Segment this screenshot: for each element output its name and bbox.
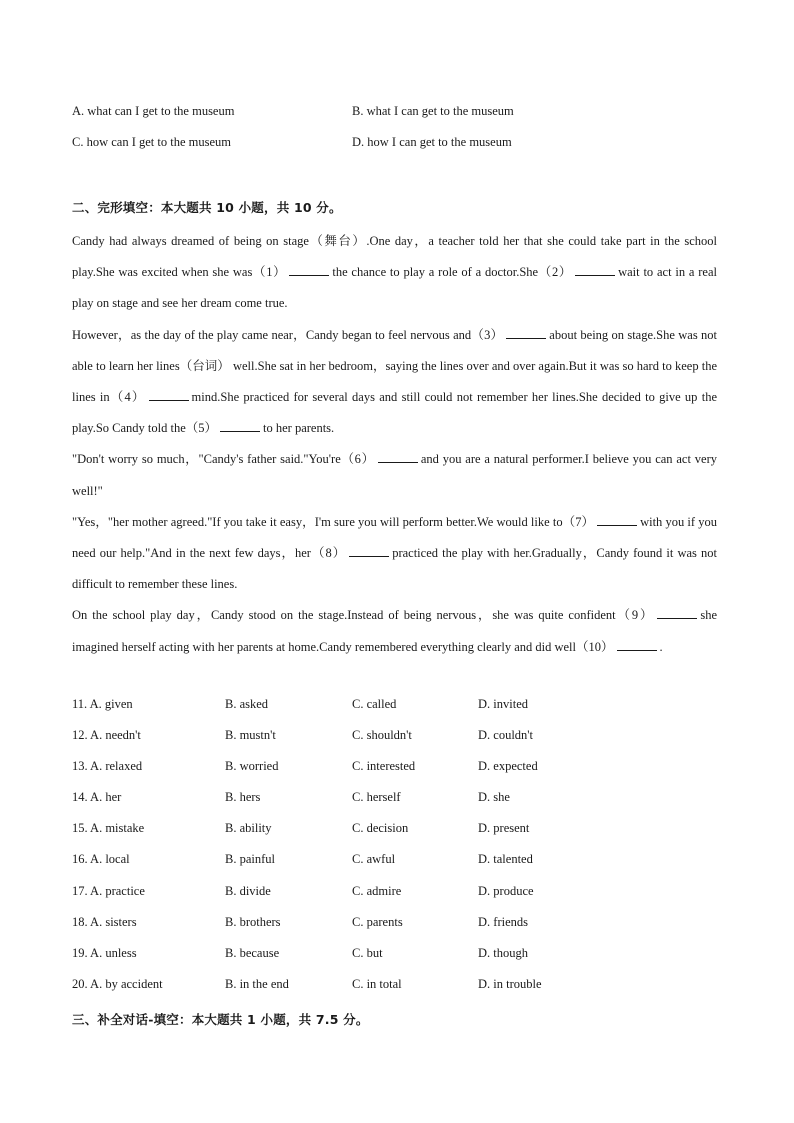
choice-b: B. painful: [225, 852, 275, 866]
option-a: A. what can I get to the museum: [72, 104, 235, 118]
choice-a: 15. A. mistake: [72, 821, 145, 835]
question-row: [72, 977, 722, 997]
choice-d: D. expected: [478, 759, 538, 773]
choice-b: B. worried: [225, 759, 279, 773]
choice-a: 17. A. practice: [72, 884, 145, 898]
blank-7: [597, 514, 637, 526]
choice-d: D. produce: [478, 884, 534, 898]
question-row: [72, 915, 722, 935]
blank-9: [657, 607, 697, 619]
choice-c: C. called: [352, 697, 397, 711]
passage-text: .: [659, 639, 663, 654]
passage-text: practiced the play with her.Gradually，Candy found it was not difficult to remember these lines.: [72, 546, 717, 592]
choice-c: C. but: [352, 946, 383, 960]
passage-text: However，as the day of the play came near，Candy began to feel nervous and（3）: [72, 327, 504, 342]
choice-b: B. mustn't: [225, 728, 276, 742]
question-row: [72, 821, 722, 841]
choice-b: B. because: [225, 946, 280, 960]
choice-d: D. present: [478, 821, 530, 835]
choice-a: 12. A. needn't: [72, 728, 141, 742]
question-row: [72, 790, 722, 810]
choice-c: C. in total: [352, 977, 402, 991]
passage-text: wait to act in a real play on stage and see her dream come true.: [72, 265, 717, 311]
choice-d: D. in trouble: [478, 977, 542, 991]
choice-d: D. invited: [478, 697, 528, 711]
blank-2: [575, 264, 615, 276]
question-row: [72, 852, 722, 872]
passage-text: she imagined herself acting with her parents at home.Candy remembered everything clearly and did well（10）: [72, 608, 717, 654]
choice-a: 13. A. relaxed: [72, 759, 143, 773]
passage-text: Candy had always dreamed of being on stage（舞台）.One day，a teacher told her that she could take part in the school play.She was excited when she was（1）: [72, 234, 717, 280]
passage-text: "Yes，"her mother agreed."If you take it easy，I'm sure you will perform better.We would like to（7）: [72, 514, 595, 529]
choice-b: B. divide: [225, 884, 271, 898]
choice-a: 18. A. sisters: [72, 915, 137, 929]
passage-paragraph: [72, 226, 717, 320]
choice-d: D. friends: [478, 915, 528, 929]
passage-text: the chance to play a role of a doctor.She（2）: [332, 265, 573, 280]
q10-options-row: [72, 135, 722, 155]
blank-5: [220, 420, 260, 432]
passage-paragraph: [72, 507, 717, 601]
choice-c: C. decision: [352, 821, 409, 835]
choice-b: B. ability: [225, 821, 272, 835]
blank-10: [617, 639, 657, 651]
passage-text: On the school play day，Candy stood on the stage.Instead of being nervous，she was quite confident（9）: [72, 608, 655, 623]
choice-a: 14. A. her: [72, 790, 122, 804]
choice-b: B. asked: [225, 697, 269, 711]
choice-a: 19. A. unless: [72, 946, 137, 960]
passage-text: "Don't worry so much，"Candy's father said."You're（6）: [72, 452, 375, 467]
choice-a: 11. A. given: [72, 697, 133, 711]
choice-a: 20. A. by accident: [72, 977, 163, 991]
question-row: [72, 697, 722, 717]
choice-a: 16. A. local: [72, 852, 130, 866]
choice-c: C. herself: [352, 790, 401, 804]
choice-c: C. admire: [352, 884, 402, 898]
passage-text: about being on stage.She was not able to learn her lines（台词） well.She sat in her bedroom，saying the lines over and over again.But it was so hard to keep the lines in（4）: [72, 327, 718, 405]
passage-paragraph: [72, 444, 717, 506]
passage-text: mind.She practiced for several days and still could not remember her lines.She decided to give up the play.So Candy told the（5）: [72, 390, 717, 436]
option-c: C. how can I get to the museum: [72, 135, 231, 149]
blank-6: [378, 451, 418, 463]
choice-b: B. brothers: [225, 915, 281, 929]
choice-c: C. shouldn't: [352, 728, 412, 742]
question-row: [72, 728, 722, 748]
section-3-title: 三、补全对话-填空：本大题共 1 小题，共 7.5 分。: [72, 1012, 369, 1027]
passage-text: with you if you need our help."And in the next few days，her（8）: [72, 514, 717, 561]
choice-d: D. couldn't: [478, 728, 534, 742]
option-b: B. what I can get to the museum: [352, 104, 514, 118]
choice-b: B. hers: [225, 790, 261, 804]
passage-text: to her parents.: [263, 421, 335, 436]
blank-4: [149, 389, 189, 401]
choice-d: D. she: [478, 790, 510, 804]
passage-text: and you are a natural performer.I believe you can act very well!": [72, 452, 717, 498]
choice-d: D. though: [478, 946, 528, 960]
question-row: [72, 759, 722, 779]
blank-3: [506, 327, 546, 339]
choice-c: C. awful: [352, 852, 396, 866]
blank-1: [289, 264, 329, 276]
question-row: [72, 884, 722, 904]
cloze-passage: [72, 226, 717, 663]
blank-8: [349, 545, 389, 557]
section-2-title: 二、完形填空：本大题共 10 小题，共 10 分。: [72, 200, 342, 215]
choice-c: C. parents: [352, 915, 403, 929]
passage-paragraph: [72, 320, 717, 445]
option-d: D. how I can get to the museum: [352, 135, 512, 149]
q10-options-row: [72, 104, 722, 124]
choice-d: D. talented: [478, 852, 533, 866]
choice-c: C. interested: [352, 759, 416, 773]
choice-b: B. in the end: [225, 977, 289, 991]
passage-paragraph: [72, 600, 717, 662]
question-row: [72, 946, 722, 966]
